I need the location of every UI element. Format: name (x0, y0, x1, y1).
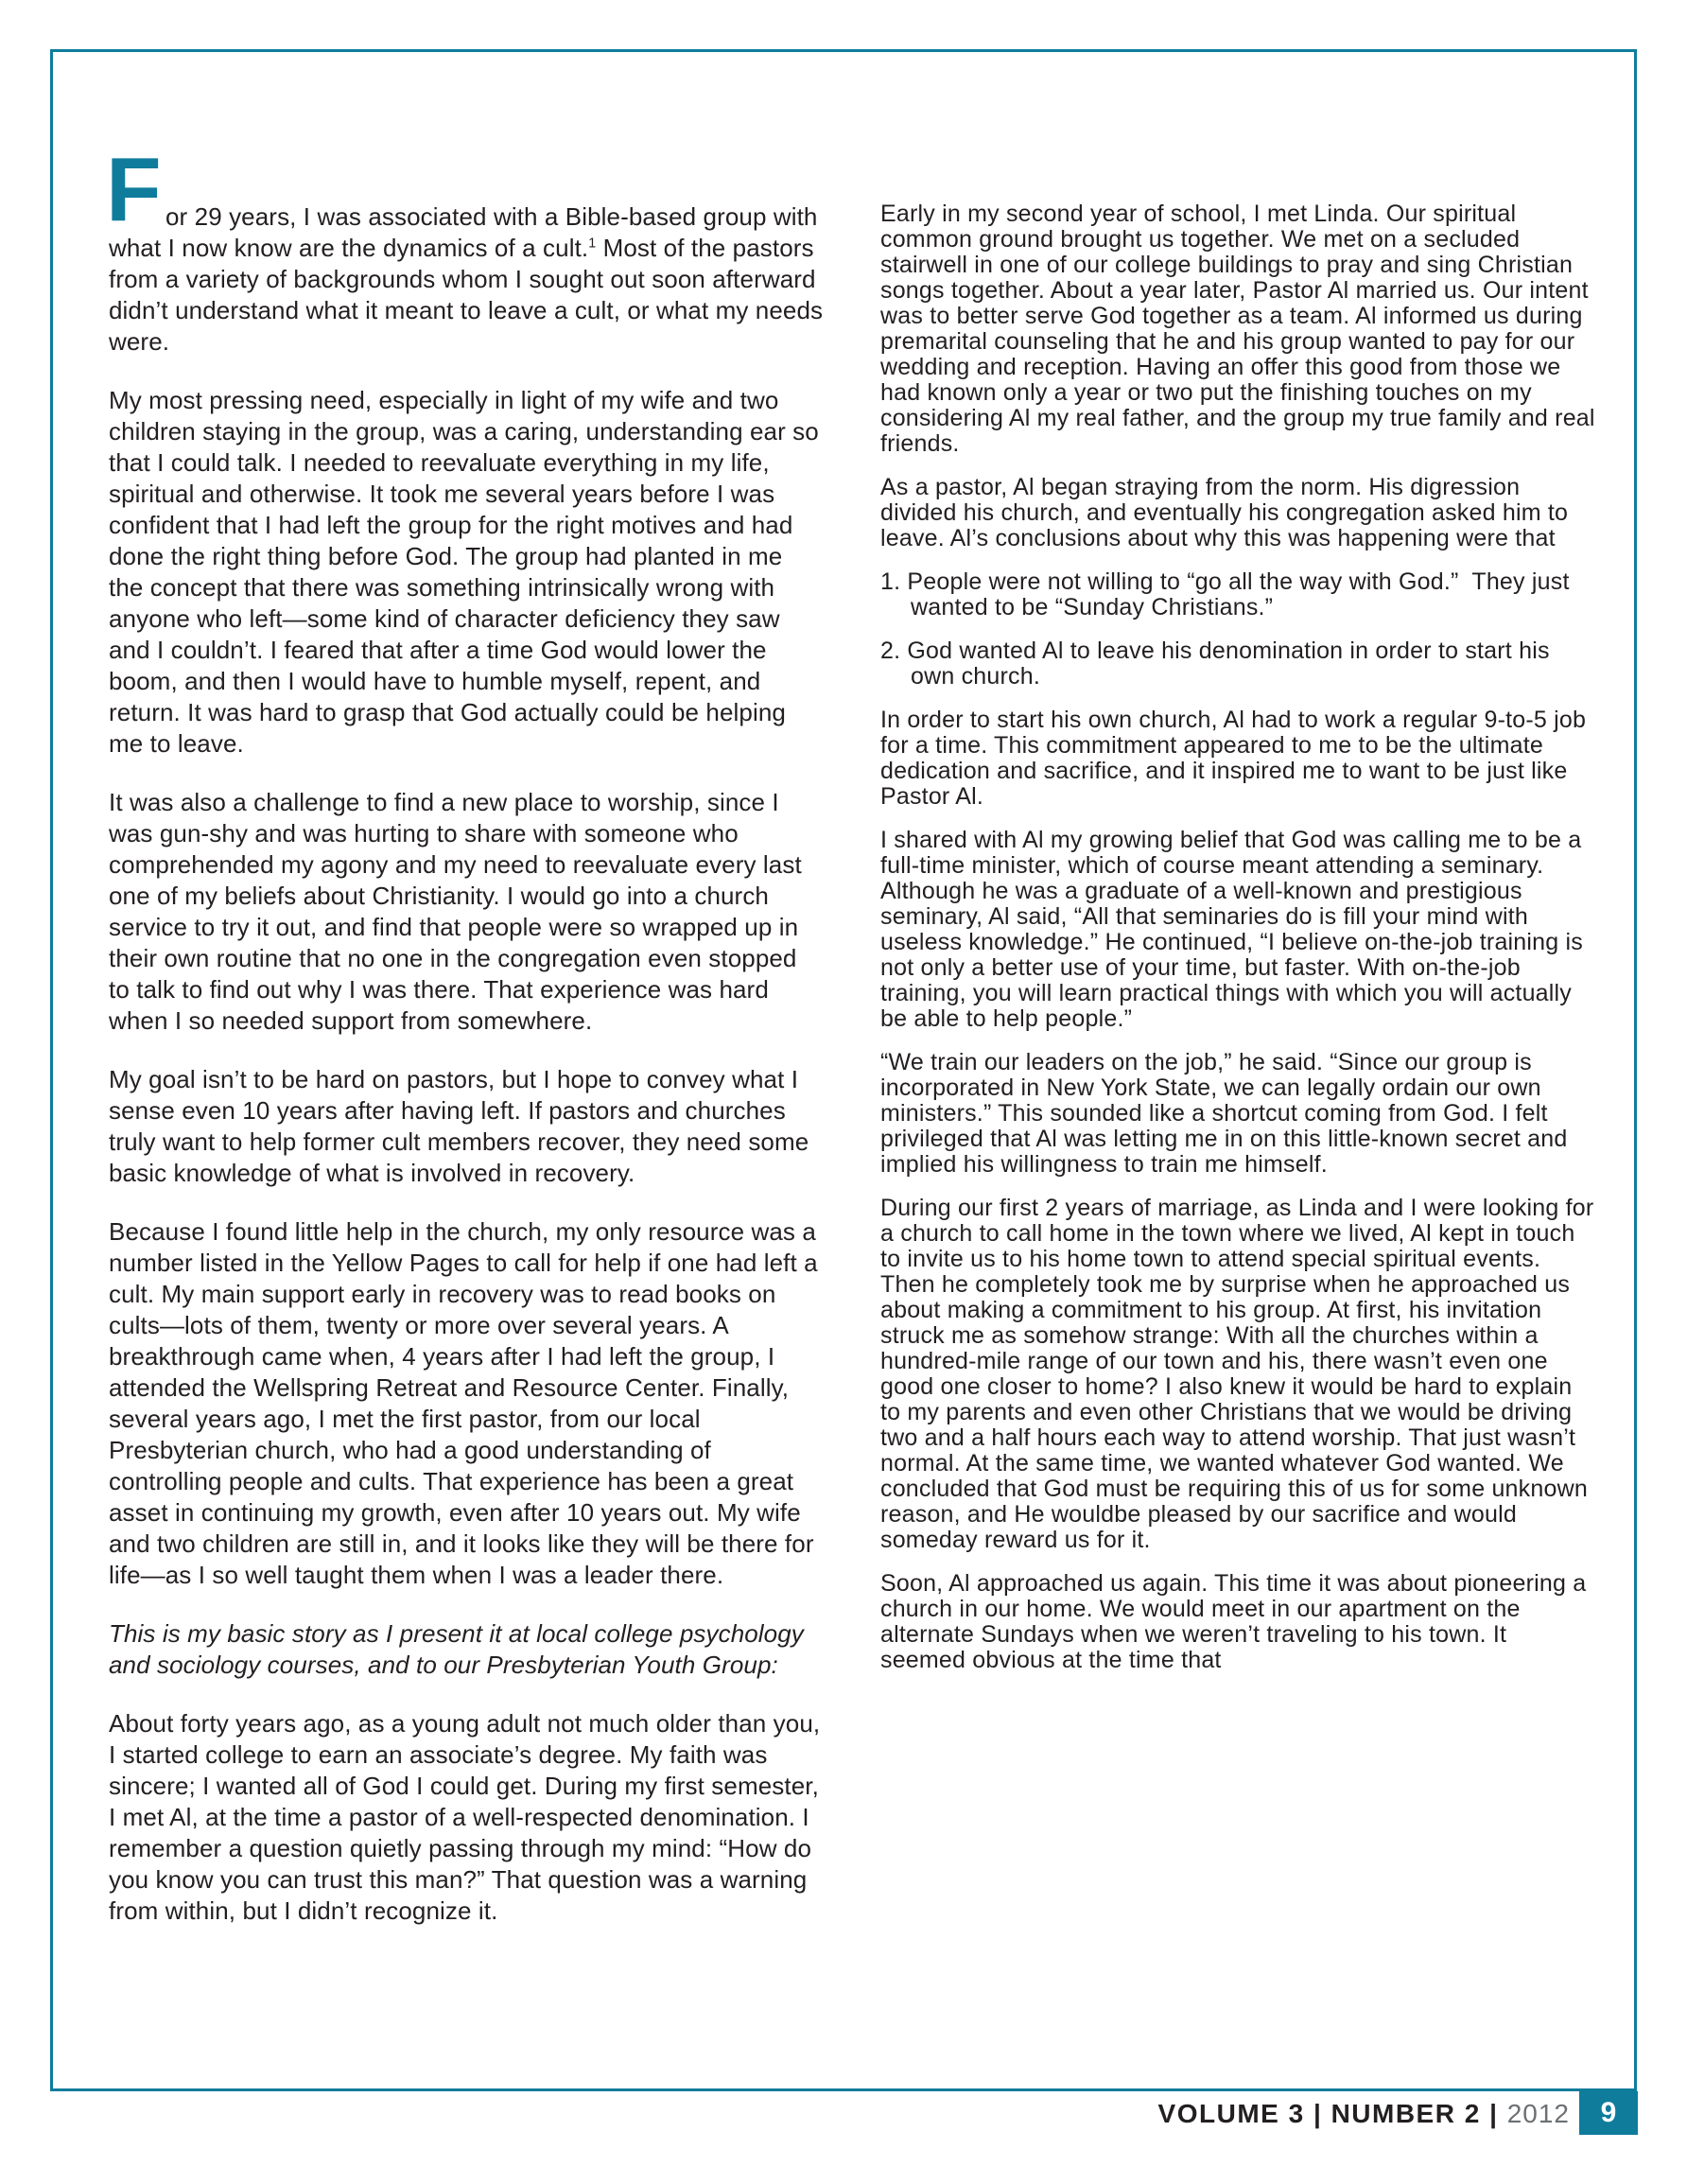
right-column (880, 201, 1602, 1927)
list-text: God wanted Al to leave his denomination in order to start his own church. (907, 638, 1557, 690)
footer-volume-info (1158, 2099, 1570, 2129)
paragraph: It was also a challenge to find a new place to worship, since I was gun-shy and was hurting to share with someone who comprehended my agony and my need to reevaluate every last one of my beliefs about Christianity. I would go into a church service to try it out, and find that people were so wrapped up in their own routine that no one in the congregation even stopped to talk to find out why I was there. That experience was hard when I so needed support from somewhere. (109, 788, 809, 1035)
paragraph-intro (106, 139, 830, 358)
intro-text: or 29 years, I was associated with a Bible-based group with what I now know are the dynamics of a cult. (109, 202, 825, 262)
paragraph: In order to start his own church, Al had to work a regular 9-to-5 job for a time. This commitment appeared to me to be the ultimate dedication and sacrifice, and it inspired me to want to be just like Pastor Al. (880, 707, 1593, 810)
volume-number-label: VOLUME 3 | NUMBER 2 | (1157, 2099, 1507, 2128)
paragraph: Early in my second year of school, I met Linda. Our spiritual common ground brought us together. We met on a secluded stairwell in one of our college buildings to pray and sing Christian songs together. About a year later, Pastor Al married us. Our intent was to better serve God together as a team. Al informed us during premarital counseling that he and his group wanted to pay for our wedding and reception. Having an offer this good from those we had known only a year or two put the finishing touches on my considering Al my real father, and the group my true family and real friends. (880, 201, 1602, 457)
footnote-marker: 1 (588, 236, 597, 252)
intro-text-cont: Most of the pastors from a variety of backgrounds whom I sought out soon afterward didn’t understand what it meant to leave a cult, or what my needs were. (109, 234, 830, 356)
paragraph: My goal isn’t to be hard on pastors, but I hope to convey what I sense even 10 years after having left. If pastors and churches truly want to help former cult members recover, they need some basic knowledge of what is involved in recovery. (109, 1065, 816, 1187)
article-body (106, 139, 1602, 1927)
paragraph: “We train our leaders on the job,” he said. “Since our group is incorporated in New York State, we can legally ordain our own ministers.” This sounded like a shortcut coming from God. I felt privileged that Al was letting me in on this little-known secret and implied his willingness to train me himself. (880, 1049, 1574, 1178)
paragraph: During our first 2 years of marriage, as Linda and I were looking for a church to call home in the town where we lived, Al kept in touch to invite us to his home town to attend special spiritual events. Then he completely took me by surprise when he approached us about making a commitment to his group. At first, his invitation struck me as somehow strange: With all the churches within a hundred-mile range of our town and his, there wasn’t even one good one closer to home? I also knew it would be hard to explain to my parents and even other Christians that we would be driving two and a half hours each way to attend worship. That just wasn’t normal. At the same time, we wanted whatever God wanted. We concluded that God must be requiring this of us for some unknown reason, and He wouldbe pleased by our sacrifice and would someday reward us for it. (880, 1195, 1601, 1553)
dropcap-letter: F (106, 139, 162, 240)
paragraph: Because I found little help in the church, my only resource was a number listed in the Yellow Pages to call for help if one had left a cult. My main support early in recovery was to read books on cults—lots of them, twenty or more over several years. A breakthrough came when, 4 years after I had left the group, I attended the Wellspring Retreat and Resource Center. Finally, several years ago, I met the first pastor, from our local Presbyterian church, who had a good understanding of controlling people and cults. That experience has been a great asset in continuing my growth, even after 10 years out. My wife and two children are still in, and it looks like they will be there for life—as I so well taught them when I was a leader there. (109, 1217, 826, 1589)
paragraph: My most pressing need, especially in light of my wife and two children staying in the group, was a caring, understanding ear so that I could talk. I needed to reevaluate everything in my life, spiritual and otherwise. It took me several years before I was confident that I had left the group for the right motives and had done the right thing before God. The group had planted in me the concept that there was something intrinsically wrong with anyone who left—some kind of character deficiency they saw and I couldn’t. I feared that after a time God would lower the boom, and then I would have to humble myself, repent, and return. It was hard to grasp that God actually could be helping me to leave. (109, 386, 826, 758)
page-number: 9 (1600, 2097, 1617, 2128)
list-number: 2. (880, 638, 901, 664)
numbered-list-item (880, 569, 1595, 620)
list-text: People were not willing to “go all the way with God.” They just wanted to be “Sunday Christians.” (907, 568, 1576, 620)
paragraph: About forty years ago, as a young adult not much older than you, I started college to earn an associate’s degree. My faith was sincere; I wanted all of God I could get. During my first semester, I met Al, at the time a pastor of a well-respected denomination. I remember a question quietly passing through my mind: “How do you know you can trust this man?” That question was a warning from within, but I didn’t recognize it. (109, 1709, 827, 1925)
paragraph-italic-note: This is my basic story as I present it at local college psychology and sociology courses, and to our Presbyterian Youth Group: (109, 1619, 811, 1679)
numbered-list-item (880, 638, 1595, 690)
page-number-badge (1579, 2091, 1638, 2135)
paragraph: Soon, Al approached us again. This time it was about pioneering a church in our home. We would meet in our apartment on the alternate Sundays when we weren’t traveling to his town. It seemed obvious at the time that (880, 1570, 1593, 1673)
footer-year: 2012 (1506, 2099, 1570, 2128)
paragraph: I shared with Al my growing belief that God was calling me to be a full-time minister, which of course meant attending a seminary. Although he was a graduate of a well-known and prestigious seminary, Al said, “All that seminaries do is fill your mind with useless knowledge.” He continued, “I believe on-the-job training is not only a better use of your time, but faster. With on-the-job training, you will learn practical things with which you will actually be able to help people.” (880, 827, 1591, 1032)
paragraph: As a pastor, Al began straying from the norm. His digression divided his church, and eventually his congregation asked him to leave. Al’s conclusions about why this was happening were that (880, 474, 1575, 551)
left-column (106, 139, 830, 1927)
list-number: 1. (880, 568, 901, 595)
